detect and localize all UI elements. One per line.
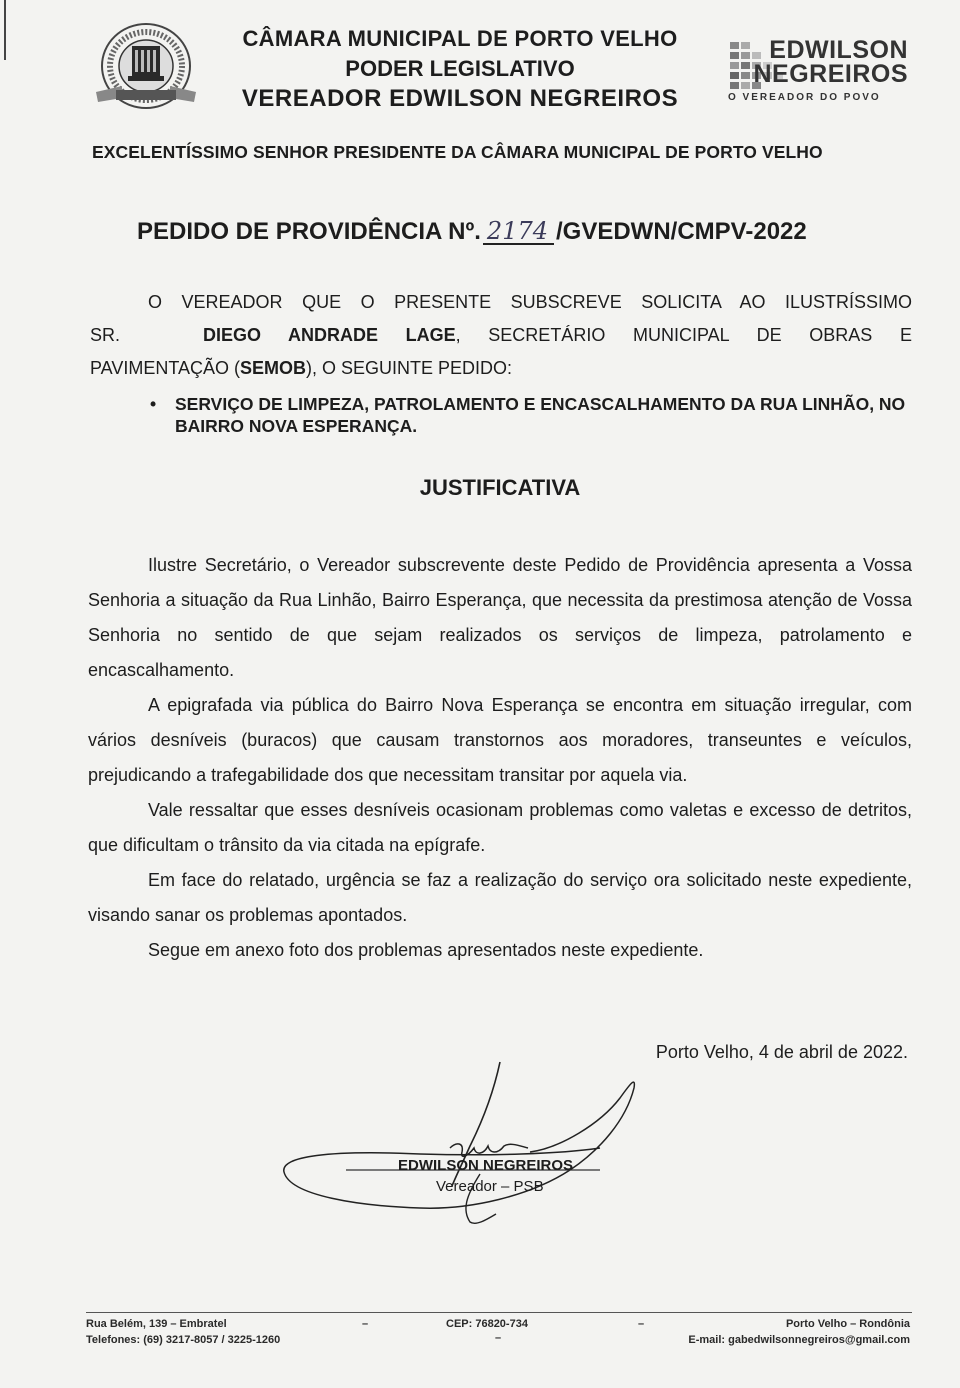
footer-address: Rua Belém, 139 – Embratel bbox=[86, 1318, 227, 1330]
footer-address-block bbox=[86, 1316, 280, 1348]
header-branch: PODER LEGISLATIVO bbox=[345, 56, 575, 81]
header-councilman: VEREADOR EDWILSON NEGREIROS bbox=[241, 85, 679, 112]
footer-phones: Telefones: (69) 3217-8057 / 3225-1260 bbox=[86, 1334, 281, 1346]
paragraph: Vale ressaltar que esses desníveis ocasionam problemas como valetas e excesso de detritos, que dificultam o trânsito da via citada na epígrafe. bbox=[88, 800, 912, 855]
footer-email: E-mail: gabedwilsonnegreiros@gmail.com bbox=[688, 1334, 910, 1346]
paragraph: A epigrafada via pública do Bairro Nova Esperança se encontra em situação irregular, com vários desníveis (buracos) que causam transtornos aos moradores, transeuntes e veículos, prejudicando a trafegabilidade dos que necessitam transitar por aquela via. bbox=[88, 695, 912, 785]
request-item-text: SERVIÇO DE LIMPEZA, PATROLAMENTO E ENCASCALHAMENTO DA RUA LINHÃO, NO BAIRRO NOVA ESPERANÇA. bbox=[175, 394, 906, 436]
footer-separator: – bbox=[638, 1318, 645, 1330]
header-block bbox=[205, 24, 715, 114]
footer-divider bbox=[86, 1312, 912, 1313]
footer-separator: – bbox=[495, 1332, 502, 1344]
justification-body bbox=[88, 548, 912, 968]
request-title bbox=[137, 218, 807, 246]
handwritten-signature bbox=[270, 1050, 670, 1230]
footer-city: Porto Velho – Rondônia bbox=[785, 1318, 910, 1330]
footer-contact-block bbox=[688, 1316, 910, 1348]
agency-acronym: SEMOB bbox=[240, 358, 307, 378]
paragraph: Ilustre Secretário, o Vereador subscrevente deste Pedido de Providência apresenta a Vossa Senhoria a situação da Rua Linhão, Bairro Esperança, que necessita da prestimosa atenção de Vossa Senhoria no sentido de que sejam realizados os serviços de limpeza, patrolamento e encascalhamento. bbox=[88, 555, 912, 680]
paragraph: Segue em anexo foto dos problemas apresentados neste expediente. bbox=[148, 940, 704, 960]
request-prefix: PEDIDO DE PROVIDÊNCIA Nº. bbox=[137, 218, 481, 245]
municipal-seal-logo bbox=[92, 20, 200, 112]
intro-line-1: O VEREADOR QUE O PRESENTE SUBSCREVE SOLICITA AO ILUSTRÍSSIMO bbox=[148, 292, 912, 312]
request-suffix: /GVEDWN/CMPV-2022 bbox=[556, 218, 807, 245]
intro-line-2: SR. DIEGO ANDRADE LAGE, SECRETÁRIO MUNICIPAL DE OBRAS E bbox=[90, 325, 912, 345]
signatory-role: Vereador – PSB bbox=[436, 1178, 544, 1195]
brand-name: EDWILSON NEGREIROS bbox=[753, 36, 908, 88]
bullet-icon: • bbox=[150, 394, 157, 414]
request-number-handwritten: 2174 bbox=[483, 219, 554, 245]
footer-separator: – bbox=[362, 1318, 369, 1330]
secretary-name: DIEGO ANDRADE LAGE bbox=[202, 325, 456, 345]
footer-cep: CEP: 76820-734 bbox=[446, 1318, 528, 1330]
paragraph: Em face do relatado, urgência se faz a realização do serviço ora solicitado neste expediente, visando sanar os problemas apontados. bbox=[88, 870, 912, 925]
brand-tagline: O VEREADOR DO POVO bbox=[728, 92, 881, 103]
intro-line-3: PAVIMENTAÇÃO (SEMOB), O SEGUINTE PEDIDO: bbox=[90, 358, 513, 378]
request-item bbox=[150, 393, 915, 437]
brand-logo bbox=[726, 38, 916, 108]
date-line: Porto Velho, 4 de abril de 2022. bbox=[655, 1042, 908, 1062]
justification-heading: JUSTIFICATIVA bbox=[419, 475, 581, 500]
header-institution: CÂMARA MUNICIPAL DE PORTO VELHO bbox=[242, 26, 678, 51]
addressee-line: EXCELENTÍSSIMO SENHOR PRESIDENTE DA CÂMARA MUNICIPAL DE PORTO VELHO bbox=[92, 142, 823, 162]
request-intro bbox=[90, 286, 912, 385]
scan-edge-mark bbox=[4, 0, 6, 60]
signatory-name: EDWILSON NEGREIROS bbox=[398, 1157, 574, 1174]
